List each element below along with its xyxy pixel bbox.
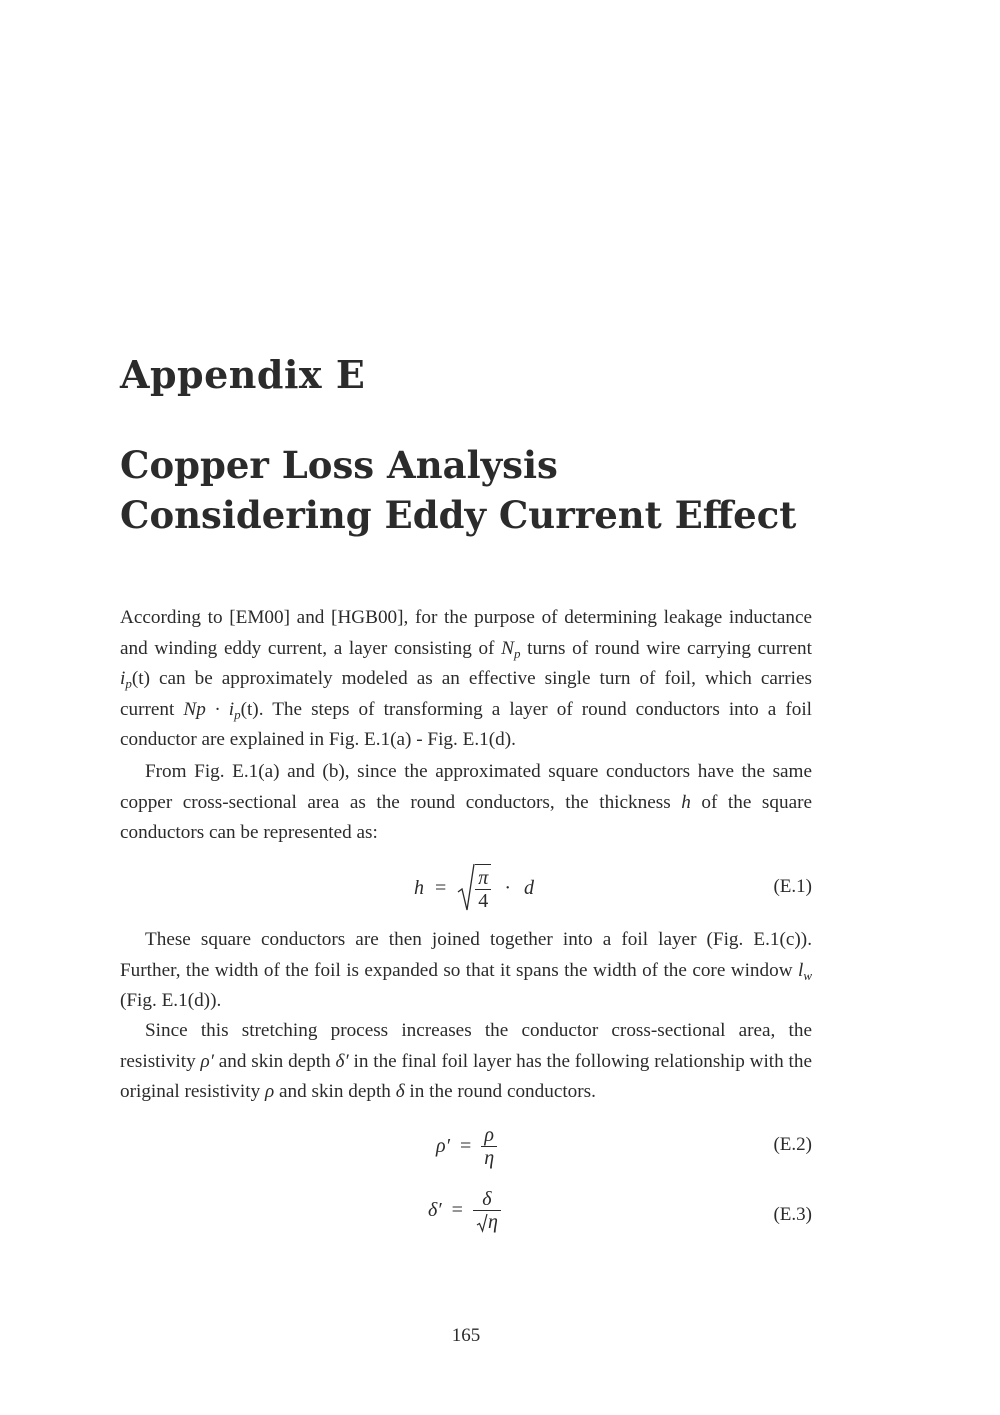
paragraph-1-text-c: can be approximately modeled as an effective single turn of foil, which carries current (120, 668, 812, 720)
symbol-Np-ip-t: $Np \cdot i_p(t)$ (183, 698, 259, 722)
paragraph-1 (120, 603, 812, 756)
chapter-title-line-1: Copper Loss Analysis (120, 443, 558, 487)
symbol-h: h (681, 791, 691, 813)
paragraph-4-text-a: Since this stretching process increases the conductor cross-sectional area, the resistivity (120, 1020, 812, 1072)
paragraph-4-text-e: in the round conductors. (404, 1081, 596, 1103)
page-number: 165 (451, 1325, 481, 1346)
paragraph-3-text-b: (Fig. E.1(d)). (120, 990, 222, 1012)
equation-e1-body: h = $\frac{\pi}{4}$ · d (414, 862, 534, 914)
equation-e3-body: δ′ = $\frac{\delta}{\eta}$ (428, 1188, 501, 1233)
chapter-title-line-2: Considering Eddy Current Effect (120, 493, 797, 537)
equation-number-e1: (E.1) (773, 876, 812, 897)
sqrt-symbol (476, 1213, 488, 1233)
paragraph-4-text-d: and skin depth (274, 1081, 396, 1103)
symbol-rho: ρ (264, 1081, 275, 1103)
equation-e2 (120, 1124, 812, 1174)
chapter-title (120, 440, 880, 540)
equation-e1 (120, 862, 812, 912)
paragraph-3-text-a: These square conductors are then joined together into a foil layer (Fig. E.1(c)). Further, the width of the foil is expanded so that it spans the width of the core window (120, 929, 812, 981)
sqrt-symbol: $\frac{\pi}{4}$ (457, 862, 491, 914)
equation-e3 (120, 1188, 812, 1244)
equation-number-e2: (E.2) (773, 1134, 812, 1155)
symbol-ip-t: $i_p(t)$ (120, 668, 150, 692)
symbol-rho-prime: ρ′ (200, 1050, 214, 1072)
paragraph-2 (120, 757, 812, 849)
paragraph-3 (120, 925, 812, 1017)
paragraph-4-text-b: and skin depth (213, 1050, 336, 1072)
paragraph-1-text-b: turns of round wire carrying current (520, 637, 812, 659)
symbol-lw: $l_w$ (797, 959, 812, 983)
paragraph-2-text-b: of the square conductors can be represented as: (120, 791, 812, 844)
paragraph-1-text-a: According to [EM00] and [HGB00], for the purpose of determining leakage inductance and winding eddy current, a layer consisting of (120, 607, 812, 659)
paragraph-4 (120, 1016, 812, 1108)
equation-number-e3: (E.3) (773, 1204, 812, 1225)
symbol-Np: $N_p$ (501, 637, 521, 661)
paragraph-2-text-a: From Fig. E.1(a) and (b), since the approximated square conductors have the same copper cross-sectional area as the round conductors, the thickness (120, 761, 812, 813)
paragraph-1-text-d: . The steps of transforming a layer of round conductors into a foil conductor are explained in Fig. E.1(a) - Fig. E.1(d). (120, 698, 812, 751)
symbol-delta-prime: δ′ (335, 1050, 349, 1072)
chapter-label: Appendix E (120, 352, 366, 397)
symbol-delta: δ (395, 1081, 405, 1103)
paragraph-4-text-c: in the final foil layer has the following relationship with the original resistivity (120, 1050, 812, 1103)
equation-e2-body: ρ′ = $\frac{\rho}{\eta}$ (436, 1124, 497, 1169)
